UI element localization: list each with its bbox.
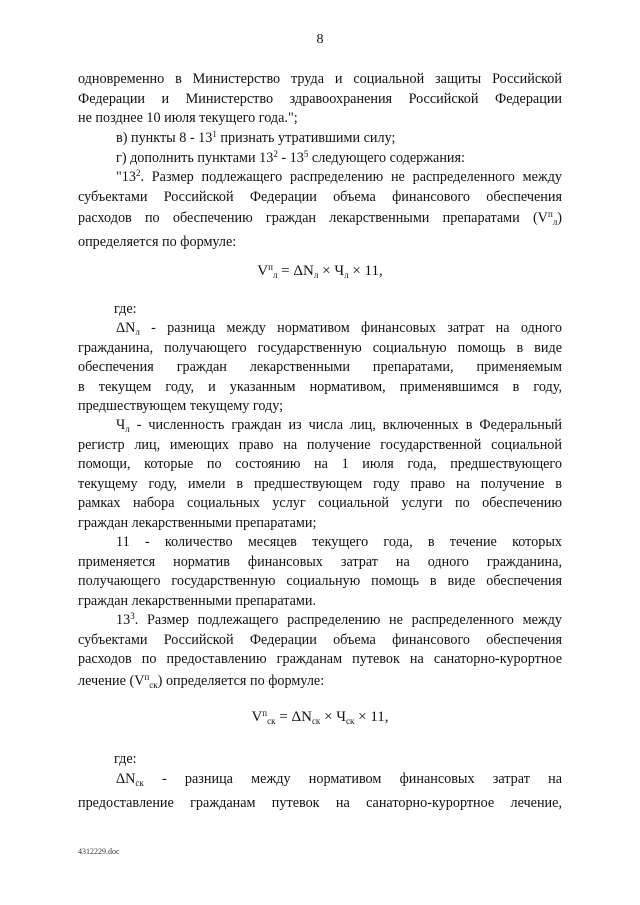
text-line: не позднее 10 июля текущего года."; <box>78 110 298 127</box>
page-number: 8 <box>316 32 324 47</box>
item-v: в) пункты $8 - 13^1$ признать утратившими силу; <box>116 129 396 146</box>
definition-ch-l <box>78 416 562 534</box>
text-line: $\Delta N_{ск}$ - разница между нормативом финансовых затрат на <box>116 771 562 788</box>
text-line: $13^3$. Размер подлежащего распределению не распределенного между <box>116 611 562 628</box>
text-line: Федерации и Министерство здравоохранения Российской Федерации <box>78 90 562 107</box>
text-line: определяется по формуле: <box>78 233 237 250</box>
paragraph-13-2 <box>78 168 562 252</box>
footer-filename: 4312229.doc <box>78 847 120 856</box>
text-line: субъектами Российской Федерации объема финансового обеспечения <box>78 188 562 205</box>
paragraph-continuation <box>78 70 562 129</box>
text-line: 11 - количество месяцев текущего года, в течение которых <box>116 534 562 550</box>
text-line: субъектами Российской Федерации объема финансового обеспечения <box>78 631 562 648</box>
definition-eleven <box>78 533 562 611</box>
where-label-2: где: <box>114 751 137 767</box>
text-line: предшествующем текущему году; <box>78 398 284 415</box>
text-line: текущему году, имели в предшествующем году право на получение в <box>78 475 562 492</box>
definition-dn-l <box>78 319 562 417</box>
formula-1: $V^п_л = \Delta N_л \times Ч_л \times 11$, <box>257 262 383 280</box>
text-line: граждан лекарственными препаратами. <box>78 592 317 609</box>
text-line: применяется норматив финансовых затрат на одного гражданина, <box>78 553 562 570</box>
formula-2: $V^п_{ск} = \Delta N_{ск} \times Ч_{ск} \times 11$, <box>251 708 389 726</box>
text-line: обеспечения граждан лекарственными препаратами, применяемым <box>78 359 562 376</box>
text-line: рамках набора социальных услуг социальной услуги по обеспечению <box>78 495 562 512</box>
text-line: граждан лекарственными препаратами; <box>78 514 317 531</box>
text-line: расходов по предоставлению гражданам путевок на санаторно-курортное <box>78 651 562 668</box>
text-line: помощи, которые по состоянию на 1 июля года, предшествующего <box>78 456 562 473</box>
text-line: $\Delta N_л$ - разница между нормативом финансовых затрат на одного <box>116 320 562 337</box>
text-line: одновременно в Министерство труда и социальной защиты Российской <box>78 71 562 87</box>
text-line: лечение $(V^п_{ск})$ определяется по формуле: <box>78 671 325 690</box>
text-line: регистр лиц, имеющих право на получение государственной социальной <box>78 436 562 453</box>
where-label-1: где: <box>114 301 137 317</box>
text-line: "$13^2$. Размер подлежащего распределению не распределенного между <box>116 168 562 185</box>
text-line: предоставление гражданам путевок на санаторно-курортное лечение, <box>78 794 562 811</box>
list-items <box>78 129 562 168</box>
item-g: г) дополнить пунктами $13^2 - 13^5$ следующего содержания: <box>116 148 465 166</box>
definition-dn-sk <box>78 770 562 813</box>
paragraph-13-3 <box>78 611 562 691</box>
text-line: в текущем году, и указанным нормативом, применявшимся в году, <box>78 378 562 395</box>
text-line: гражданина, получающего государственную социальную помощь в виде <box>78 339 562 356</box>
text-line: расходов по обеспечению граждан лекарственными препаратами $(V^п_л)$ <box>78 209 562 228</box>
text-line: $Ч_л$ - численность граждан из числа лиц, включенных в Федеральный <box>116 417 562 434</box>
text-line: получающего государственную социальную помощь в виде обеспечения <box>78 573 562 590</box>
